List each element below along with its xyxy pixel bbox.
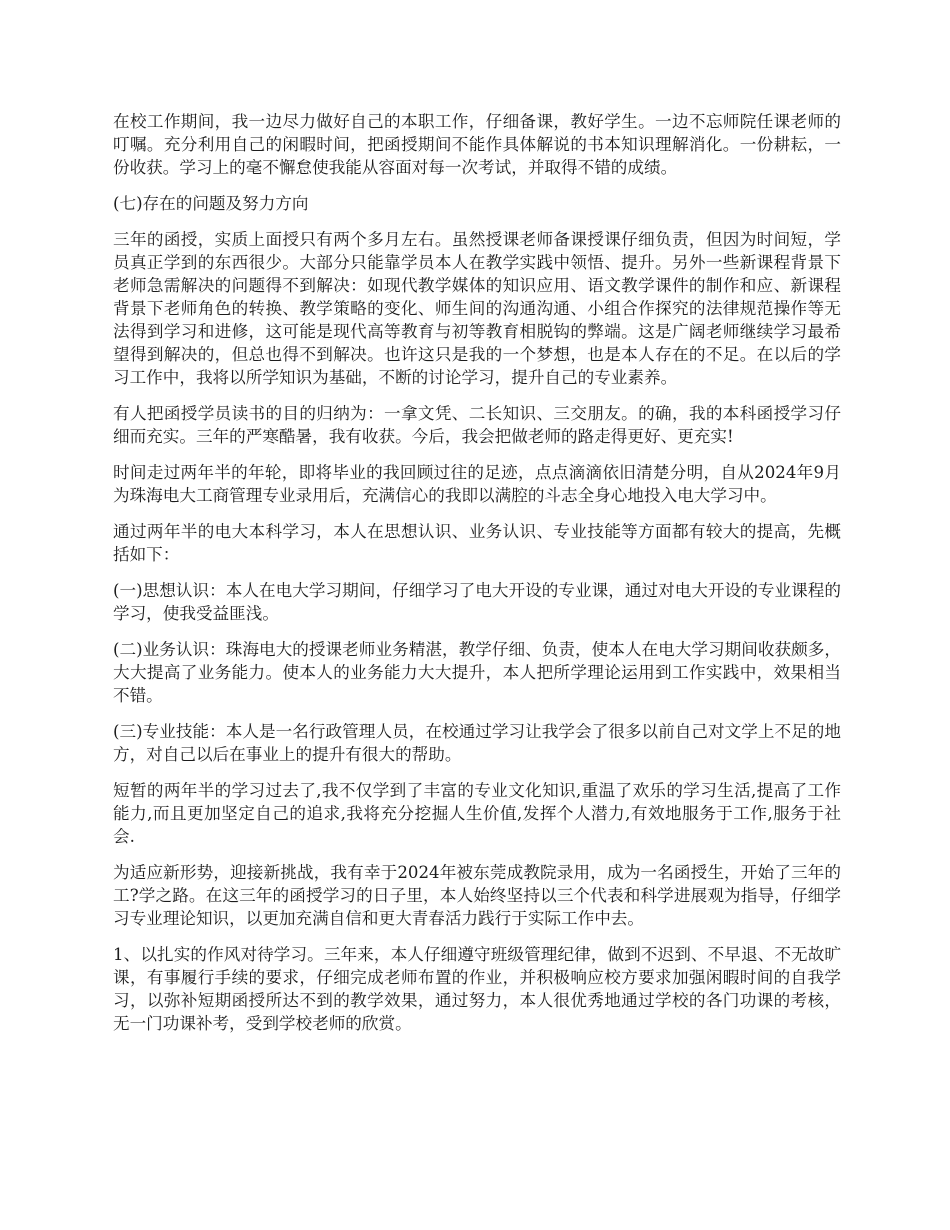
paragraph: 短暂的两年半的学习过去了,我不仅学到了丰富的专业文化知识,重温了欢乐的学习生活,提高了工作能力,而且更加坚定自己的追求,我将充分挖掘人生价值,发挥个人潜力,有效地服务于工作,服务于社会.	[113, 781, 841, 846]
paragraph: (二)业务认识：珠海电大的授课老师业务精湛，教学仔细、负责，使本人在电大学习期间收获颇多，大大提高了业务能力。使本人的业务能力大大提升，本人把所学理论运用到工作实践中，效果相当不错。	[113, 640, 841, 705]
document-body	[113, 110, 841, 1048]
paragraph: 时间走过两年半的年轮，即将毕业的我回顾过往的足迹，点点滴滴依旧清楚分明，自从2024年9月为珠海电大工商管理专业录用后，充满信心的我即以满腔的斗志全身心地投入电大学习中。	[113, 463, 841, 505]
paragraph: 1、以扎实的作风对待学习。三年来，本人仔细遵守班级管理纪律，做到不迟到、不早退、不无故旷课，有事履行手续的要求，仔细完成老师布置的作业，并积极响应校方要求加强闲暇时间的自我学习，以弥补短期函授所达不到的教学效果，通过努力，本人很优秀地通过学校的各门功课的考核，无一门功课补考，受到学校老师的欣赏。	[113, 945, 841, 1033]
paragraph: (一)思想认识：本人在电大学习期间，仔细学习了电大开设的专业课，通过对电大开设的专业课程的学习，使我受益匪浅。	[113, 581, 841, 623]
paragraph: 三年的函授，实质上面授只有两个多月左右。虽然授课老师备课授课仔细负责，但因为时间短，学员真正学到的东西很少。大部分只能靠学员本人在教学实践中领悟、提升。另外一些新课程背景下老师急需解决的问题得不到解决：如现代教学媒体的知识应用、语文教学课件的制作和应、新课程背景下老师角色的转换、教学策略的变化、师生间的沟通沟通、小组合作探究的法律规范操作等无法得到学习和进修，这可能是现代高等教育与初等教育相脱钩的弊端。这是广阔老师继续学习最希望得到解决的，但总也得不到解决。也许这只是我的一个梦想，也是本人存在的不足。在以后的学习工作中，我将以所学知识为基础，不断的讨论学习，提升自己的专业素养。	[113, 230, 841, 387]
paragraph: 通过两年半的电大本科学习，本人在思想认识、业务认识、专业技能等方面都有较大的提高，先概括如下：	[113, 522, 841, 564]
section-heading: (七)存在的问题及努力方向	[113, 194, 309, 213]
paragraph: 为适应新形势，迎接新挑战，我有幸于2024年被东莞成教院录用，成为一名函授生，开始了三年的工?学之路。在这三年的函授学习的日子里，本人始终坚持以三个代表和科学进展观为指导，仔细学习专业理论知识，以更加充满自信和更大青春活力践行于实际工作中去。	[113, 863, 841, 928]
paragraph: 在校工作期间，我一边尽力做好自己的本职工作，仔细备课，教好学生。一边不忘师院任课老师的叮嘱。充分利用自己的闲暇时间，把函授期间不能作具体解说的书本知识理解消化。一份耕耘，一份收获。学习上的毫不懈怠使我能从容面对每一次考试，并取得不错的成绩。	[113, 112, 841, 177]
paragraph: (三)专业技能：本人是一名行政管理人员，在校通过学习让我学会了很多以前自己对文学上不足的地方，对自己以后在事业上的提升有很大的帮助。	[113, 722, 841, 764]
paragraph: 有人把函授学员读书的目的归纳为：一拿文凭、二长知识、三交朋友。的确，我的本科函授学习仔细而充实。三年的严寒酷暑，我有收获。今后，我会把做老师的路走得更好、更充实!	[113, 404, 841, 446]
